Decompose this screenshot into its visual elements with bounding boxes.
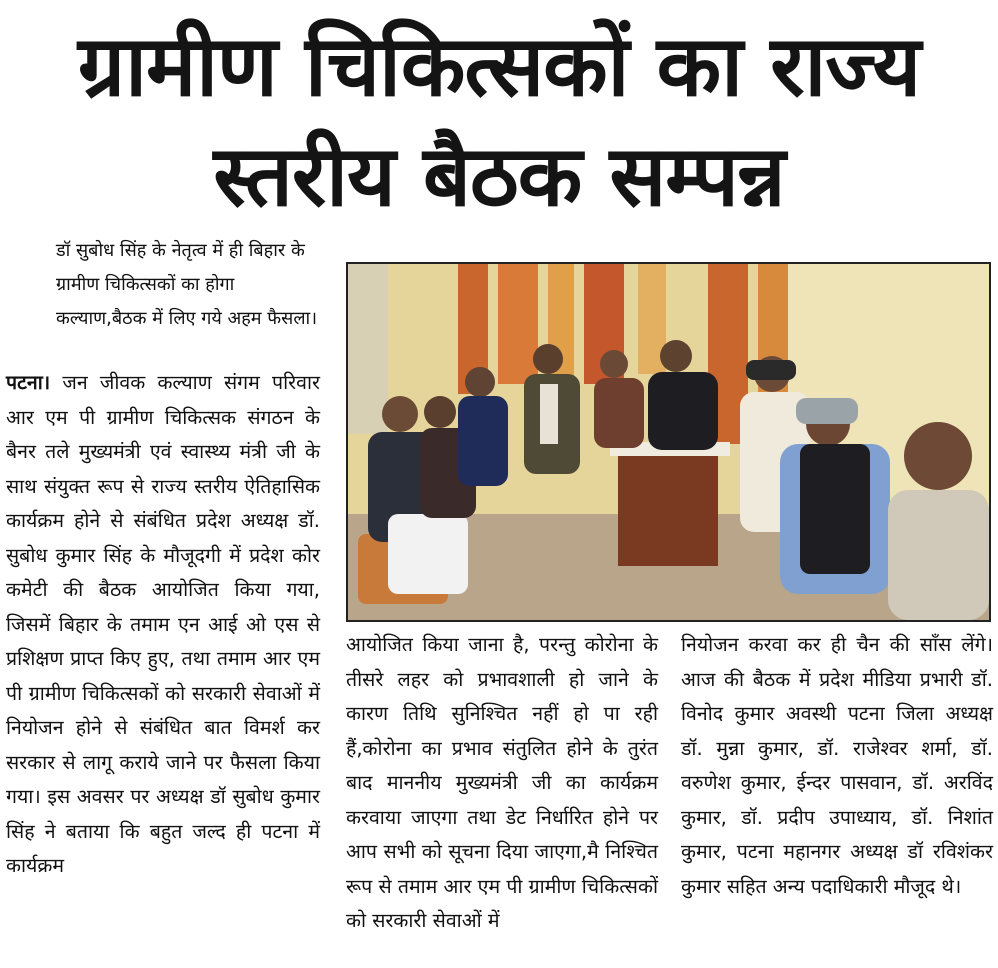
article-column-1 [6, 366, 320, 884]
subheadline-deck: डॉ सुबोध सिंह के नेतृत्व में ही बिहार के ग्रामीण चिकित्सकों का होगा कल्याण,बैठक में लिए गये अहम फैसला। [56, 240, 318, 329]
photo-door [348, 264, 388, 434]
article-column-3: नियोजन करवा कर ही चैन की साँस लेंगे। आज की बैठक में प्रदेश मीडिया प्रभारी डॉ. विनोद कुमार अवस्थी पटना जिला अध्यक्ष डॉ. मुन्ना कुमार, डॉ. राजेश्वर शर्मा, डॉ. वरुणेश कुमार, ईन्दर पासवान, डॉ. अरविंद कुमार, डॉ. प्रदीप उपाध्याय, डॉ. निशांत कुमार, पटना महानगर अध्यक्ष डॉ रविशंकर कुमार सहित अन्य पदाधिकारी मौजूद थे। [681, 633, 993, 898]
meeting-photo [346, 262, 991, 622]
article-column-2: आयोजित किया जाना है, परन्तु कोरोना के तीसरे लहर को प्रभावशाली हो जाने के कारण तिथि सुनिश्चित नहीं हो पा रही हैं,कोरोना का प्रभाव संतुलित होने के तुरंत बाद माननीय मुख्यमंत्री जी का कार्यक्रम करवाया जाएगा तथा डेट निर्धारित होने पर आप सभी को सूचना दिया जाएगा,मै निश्चित रूप से तमाम आर एम पी ग्रामीण चिकित्सकों को सरकारी सेवाओं में [346, 633, 658, 932]
headline-line-2: स्तरीय बैठक सम्पन्न [213, 127, 785, 225]
article-column-1-text: जन जीवक कल्याण संगम परिवार आर एम पी ग्रामीण चिकित्सक संगठन के बैनर तले मुख्यमंत्री एवं स्वास्थ्य मंत्री जी के साथ संयुक्त रूप से राज्य स्तरीय ऐतिहासिक कार्यक्रम होने से संबंधित प्रदेश अध्यक्ष डॉ. सुबोध कुमार सिंह के मौजूदगी में प्रदेश कोर कमेटी की बैठक आयोजित किया गया, जिसमें बिहार के तमाम एन आई ओ एस से प्रशिक्षण प्राप्त किए हुए, तथा तमाम आर एम पी ग्रामीण चिकित्सकों को सरकारी सेवाओं में नियोजन होने से संबंधित बात विमर्श कर सरकार से लागू कराये जाने पर फैसला किया गया। इस अवसर पर अध्यक्ष डॉ सुबोध कुमार सिंह ने बताया कि बहुत जल्द ही पटना में कार्यक्रम [6, 371, 321, 877]
photo-curtain [498, 264, 538, 384]
photo-table [618, 456, 718, 566]
meeting-photo-illustration [348, 264, 989, 620]
headline-line-1: ग्रामीण चिकित्सकों का राज्य [77, 17, 921, 115]
dateline: पटना। [6, 371, 51, 394]
